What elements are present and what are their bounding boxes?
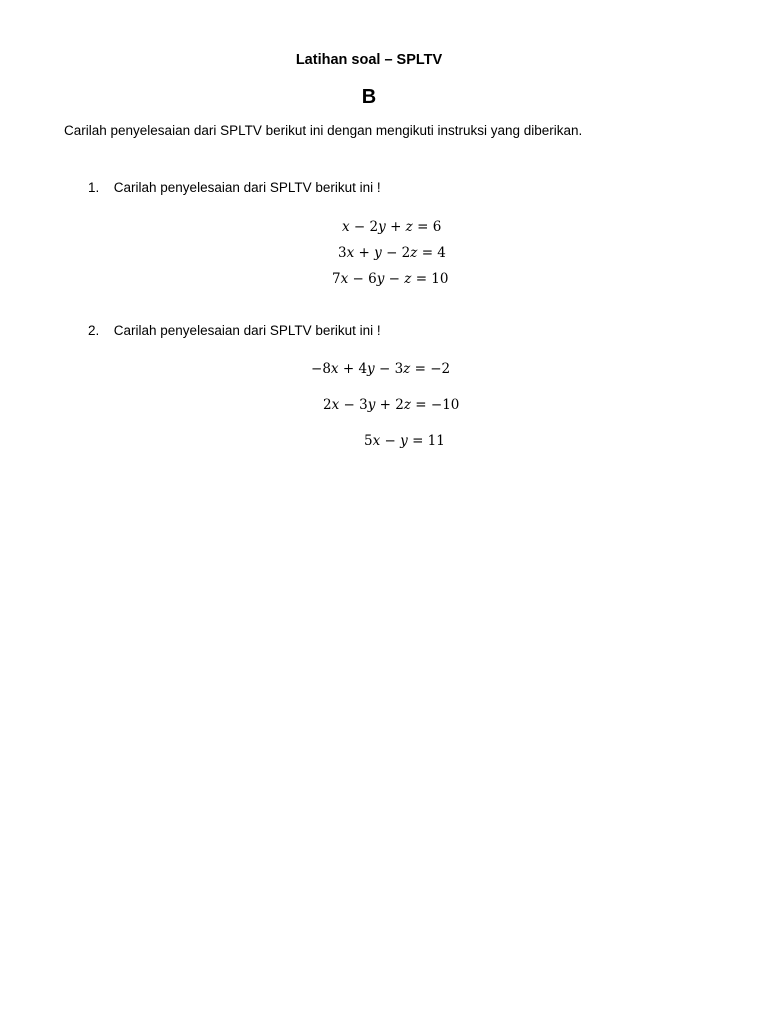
question-number: 1. [88, 180, 100, 195]
equation: 7x − 6y − z = 10 [332, 271, 449, 287]
equation: 2x − 3y + 2z = −10 [323, 397, 460, 413]
question-number: 2. [88, 323, 100, 338]
instruction-text: Carilah penyelesaian dari SPLTV berikut ini dengan mengikuti instruksi yang diberikan. [64, 123, 583, 138]
equation: 3x + y − 2z = 4 [338, 245, 446, 261]
version-label: B [361, 86, 377, 108]
equation: 5x − y = 11 [364, 433, 445, 449]
equation: −8x + 4y − 3z = −2 [311, 361, 451, 377]
question-1 [88, 180, 381, 195]
question-prompt: Carilah penyelesaian dari SPLTV berikut ini ! [113, 323, 381, 338]
question-prompt: Carilah penyelesaian dari SPLTV berikut ini ! [113, 180, 381, 195]
equation: x − 2y + z = 6 [342, 219, 442, 235]
document-title: Latihan soal – SPLTV [295, 52, 443, 68]
question-2 [88, 323, 381, 338]
